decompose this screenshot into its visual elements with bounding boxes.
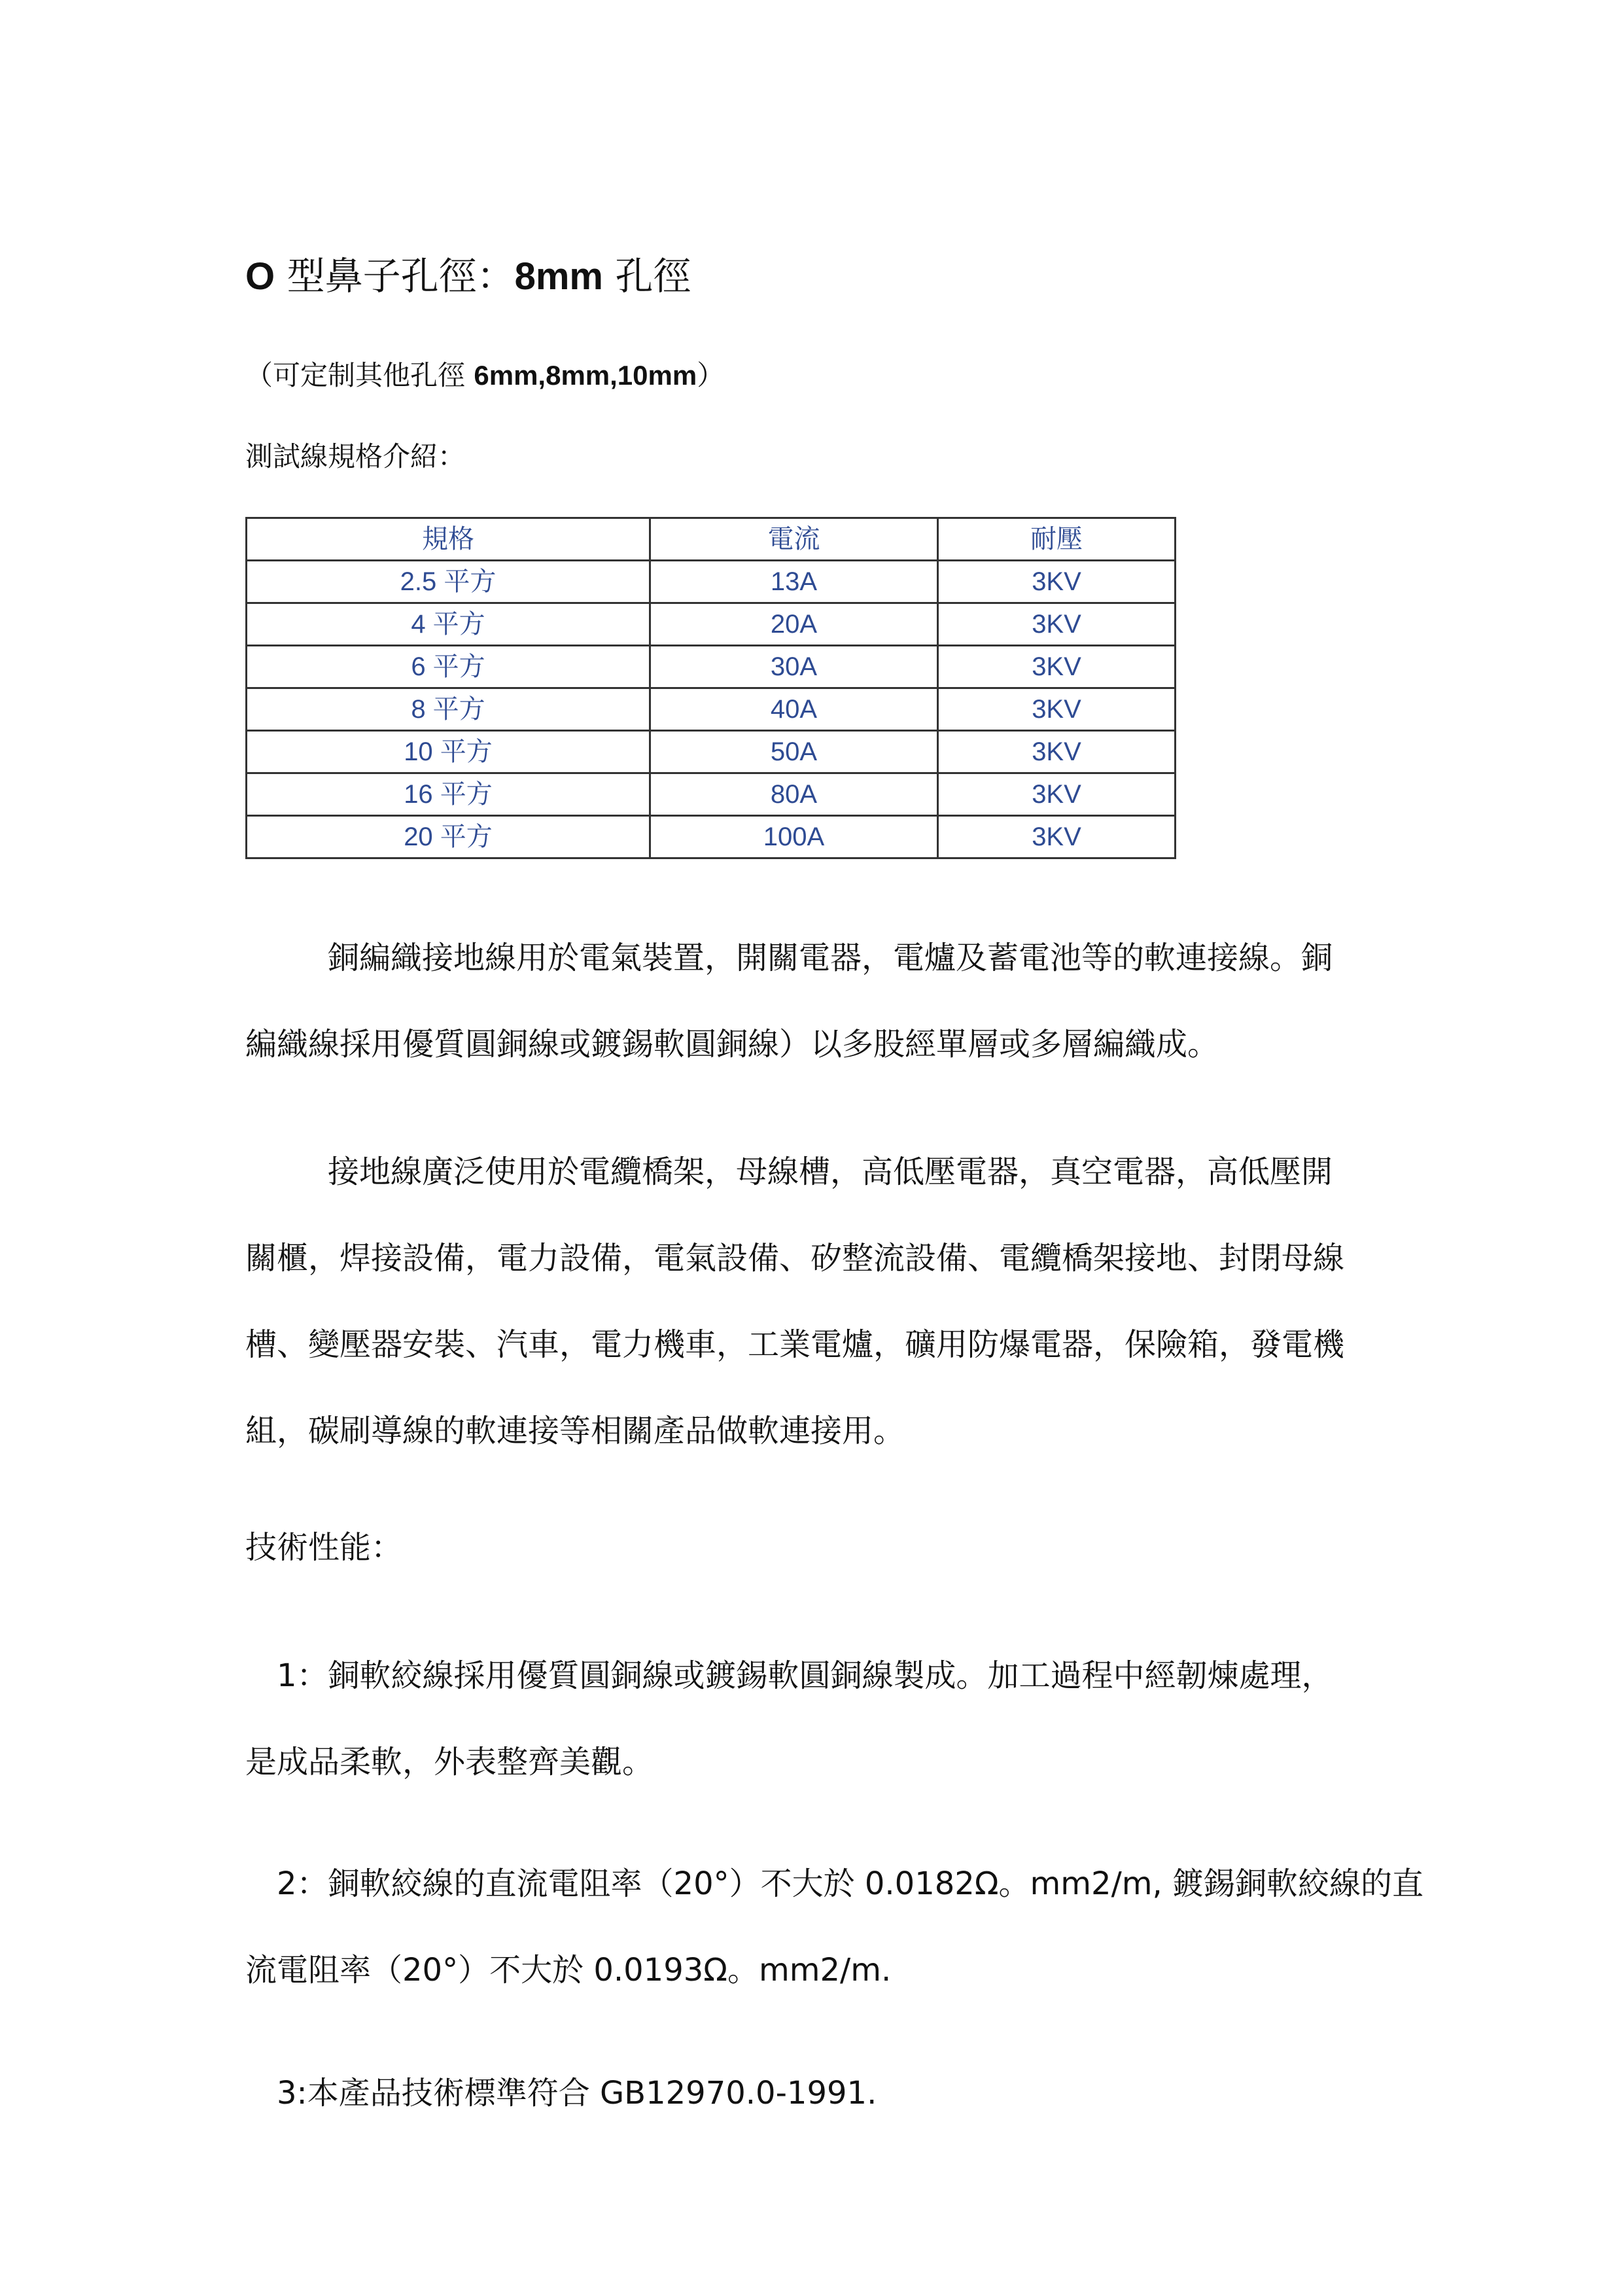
paragraph-braided-wire [245,915,1397,1087]
title-size: 8mm [514,255,603,298]
table-row [247,561,1176,603]
title-o: O [245,255,275,298]
table-row [247,773,1176,816]
title-type: 型鼻子孔徑： [287,254,515,298]
cell-current: 80A [650,773,938,816]
cell-voltage: 3KV [938,561,1176,603]
header-voltage: 耐壓 [938,518,1176,561]
cell-spec: 4 平方 [247,603,650,646]
cell-current: 20A [650,603,938,646]
header-spec: 規格 [247,518,650,561]
custom-sizes-note [245,349,724,402]
item-line: 流電阻率（20°）不大於 0.0193Ω。mm2/m. [245,1952,892,1988]
cell-current: 30A [650,646,938,688]
tech-heading: 技術性能： [245,1529,403,1566]
paragraph-line: 銅編織接地線用於電氣裝置，開關電器，電爐及蓄電池等的軟連接線。銅 [328,940,1333,976]
table-header-row [247,518,1176,561]
paragraph-line: 編織線採用優質圓銅線或鍍錫軟圓銅線）以多股經單層或多層編織成。 [245,1026,1219,1063]
table-row [247,646,1176,688]
title-suffix: 孔徑 [615,254,691,298]
paragraph-line: 槽、變壓器安裝、汽車，電力機車，工業電爐，礦用防爆電器，保險箱，發電機 [245,1326,1345,1363]
cell-spec: 2.5 平方 [247,561,650,603]
cell-spec: 16 平方 [247,773,650,816]
cell-voltage: 3KV [938,816,1176,858]
note-close: ） [697,359,725,391]
paragraph-line: 接地線廣泛使用於電纜橋架，母線槽，高低壓電器，真空電器，高低壓開 [328,1154,1333,1190]
cell-spec: 20 平方 [247,816,650,858]
table-row [247,816,1176,858]
table-row [247,688,1176,731]
tech-item-2 [245,1841,1424,2013]
note-open: （可定制其他孔徑 [245,359,466,391]
cell-voltage: 3KV [938,731,1176,773]
paragraph-line: 關櫃，焊接設備，電力設備，電氣設備、矽整流設備、電纜橋架接地、封閉母線 [245,1240,1345,1277]
spec-table [245,517,1176,859]
tech-item-3 [245,2050,1397,2136]
cell-spec: 6 平方 [247,646,650,688]
page-title [245,243,691,309]
cell-current: 50A [650,731,938,773]
cell-spec: 10 平方 [247,731,650,773]
item-line: 3:本產品技術標準符合 GB12970.0-1991. [277,2075,877,2111]
paragraph-applications [245,1129,1397,1474]
paragraph-line: 組，碳刷導線的軟連接等相關產品做軟連接用。 [245,1413,905,1449]
item-line: 1：銅軟絞線採用優質圓銅線或鍍錫軟圓銅線製成。加工過程中經韌煉處理， [277,1657,1333,1694]
cell-spec: 8 平方 [247,688,650,731]
cell-voltage: 3KV [938,646,1176,688]
item-line: 是成品柔軟，外表整齊美觀。 [245,1744,654,1780]
item-line: 2：銅軟絞線的直流電阻率（20°）不大於 0.0182Ω。mm2/m, 鍍錫銅軟絞線的直 [277,1865,1424,1902]
cell-current: 13A [650,561,938,603]
cell-current: 40A [650,688,938,731]
table-row [247,603,1176,646]
cell-voltage: 3KV [938,688,1176,731]
cell-voltage: 3KV [938,773,1176,816]
header-current: 電流 [650,518,938,561]
spec-intro: 測試線規格介紹： [245,440,466,472]
tech-item-1 [245,1633,1397,1805]
table-row [247,731,1176,773]
cell-voltage: 3KV [938,603,1176,646]
cell-current: 100A [650,816,938,858]
note-sizes: 6mm,8mm,10mm [474,360,697,391]
